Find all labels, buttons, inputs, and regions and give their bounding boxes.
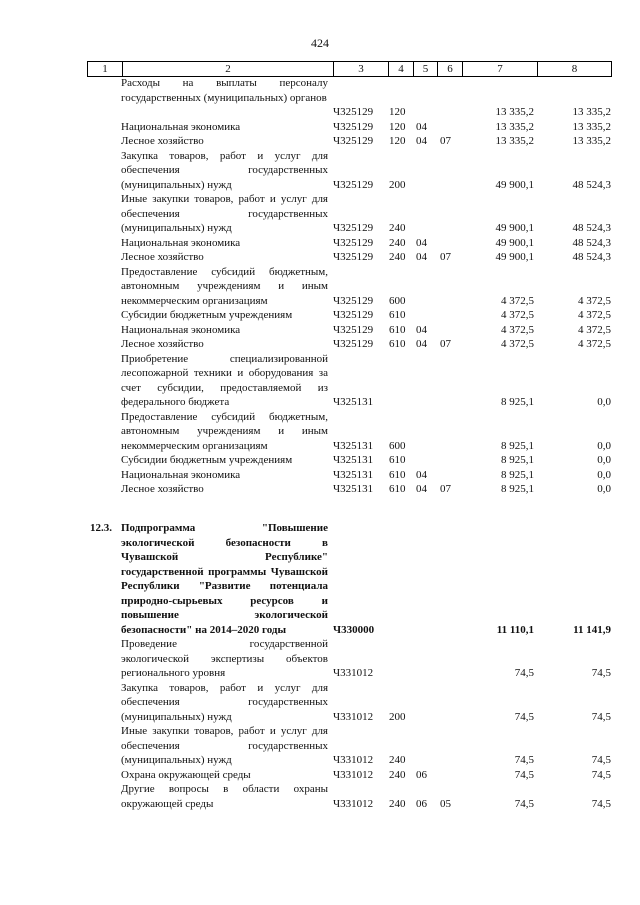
row-name: Иные закупки товаров, работ и услуг для обеспечения государственных (муниципальных) нужд [121, 193, 328, 234]
table-row [0, 337, 640, 352]
header-col-4: 4 [388, 62, 413, 76]
amount-year-1: 74,5 [514, 667, 534, 680]
amount-year-1: 13 335,2 [495, 135, 534, 147]
expense-type: 610 [389, 483, 406, 495]
expense-type: 200 [389, 710, 406, 723]
header-col-7: 7 [462, 62, 537, 76]
amount-year-2: 0,0 [597, 439, 611, 452]
amount-year-1: 74,5 [514, 710, 534, 723]
row-name: Национальная экономика [121, 468, 241, 481]
amount-year-2: 13 335,2 [572, 106, 611, 118]
amount-year-1: 49 900,1 [495, 251, 534, 263]
row-name: Закупка товаров, работ и услуг для обеспечения государственных (муниципальных) нужд [121, 681, 328, 723]
section: 04 [416, 251, 427, 263]
target-code: Ч331012 [333, 710, 374, 723]
expense-type: 610 [389, 323, 406, 336]
amount-year-2: 4 372,5 [578, 309, 611, 321]
expense-type: 240 [389, 251, 406, 263]
amount-year-1: 13 335,2 [495, 120, 534, 133]
amount-year-1: 4 372,5 [501, 294, 534, 307]
amount-year-2: 4 372,5 [578, 294, 611, 307]
table-row [0, 410, 640, 454]
header-col-2: 2 [122, 62, 333, 76]
table-header [87, 61, 612, 77]
row-name: Субсидии бюджетным учреждениям [121, 454, 293, 466]
table-row [0, 782, 640, 811]
table-row [0, 768, 640, 783]
amount-year-2: 74,5 [591, 667, 611, 680]
subsection: 05 [440, 797, 451, 810]
expense-type: 240 [389, 797, 406, 810]
expense-type: 610 [389, 454, 406, 466]
amount-year-1: 49 900,1 [495, 178, 534, 191]
table-row [0, 482, 640, 497]
amount-year-1: 74,5 [514, 768, 534, 781]
table-body [0, 76, 640, 811]
target-code: Ч325131 [333, 396, 374, 408]
target-code: Ч325129 [333, 251, 374, 263]
row-name: Подпрограмма "Повышение экологической безопасности в Чувашской Республике" государственной программы Чувашской Республики "Развитие потенциала природно-сырьевых ресурсов и повышение экологической безопасности" на 2014–2020 годы [121, 522, 328, 636]
target-code: Ч325129 [333, 106, 374, 118]
amount-year-1: 49 900,1 [495, 236, 534, 249]
expense-type: 600 [389, 294, 406, 307]
target-code: Ч325129 [333, 323, 374, 336]
row-name: Национальная экономика [121, 236, 241, 249]
row-name: Национальная экономика [121, 120, 241, 133]
table-row [0, 149, 640, 193]
amount-year-1: 74,5 [514, 754, 534, 767]
amount-year-1: 74,5 [514, 797, 534, 810]
target-code: Ч325129 [333, 135, 374, 147]
row-name: Лесное хозяйство [121, 483, 204, 495]
table-row [0, 236, 640, 251]
table-row [0, 637, 640, 681]
expense-type: 610 [389, 468, 406, 481]
target-code: Ч331012 [333, 797, 374, 810]
amount-year-1: 11 110,1 [496, 623, 534, 636]
amount-year-1: 8 925,1 [501, 483, 534, 495]
section: 06 [416, 768, 427, 781]
page-number: 424 [311, 36, 329, 50]
row-name: Лесное хозяйство [121, 338, 204, 350]
table-row [0, 250, 640, 265]
header-col-3: 3 [333, 62, 388, 76]
amount-year-2: 48 524,3 [572, 222, 611, 234]
amount-year-1: 49 900,1 [495, 222, 534, 234]
table-row [0, 120, 640, 135]
target-code: Ч325129 [333, 338, 374, 350]
table-row [0, 352, 640, 410]
target-code: Ч331012 [333, 768, 374, 781]
table-row [0, 681, 640, 725]
amount-year-2: 0,0 [597, 454, 611, 466]
amount-year-2: 48 524,3 [572, 251, 611, 263]
target-code: Ч331012 [333, 667, 374, 680]
subsection: 07 [440, 251, 451, 263]
amount-year-2: 4 372,5 [578, 338, 611, 350]
amount-year-2: 11 141,9 [573, 623, 611, 636]
row-name: Проведение государственной экологической экспертизы объектов регионального уровня [121, 638, 328, 680]
row-name: Приобретение специализированной лесопожарной техники и оборудования за счет субсидии, предоставляемой из федерального бюджета [121, 352, 328, 408]
expense-type: 120 [389, 120, 406, 133]
section: 04 [416, 120, 427, 133]
table-row [0, 308, 640, 323]
section: 04 [416, 338, 427, 350]
row-name: Другие вопросы в области охраны окружающей среды [121, 783, 328, 810]
table-row [0, 265, 640, 309]
amount-year-2: 48 524,3 [572, 236, 611, 249]
amount-year-2: 0,0 [597, 483, 611, 495]
section: 04 [416, 323, 427, 336]
row-name: Национальная экономика [121, 323, 241, 336]
row-name: Предоставление субсидий бюджетным, автономным учреждениям и иным некоммерческим организациям [121, 265, 328, 307]
row-name: Лесное хозяйство [121, 251, 204, 263]
section: 04 [416, 236, 427, 249]
amount-year-2: 74,5 [591, 768, 611, 781]
subsection: 07 [440, 483, 451, 495]
table-row [0, 468, 640, 483]
table-row [0, 497, 640, 522]
amount-year-2: 74,5 [591, 797, 611, 810]
row-name: Расходы на выплаты персоналу государственных (муниципальных) органов [121, 77, 328, 104]
table-row [0, 134, 640, 149]
target-code: Ч325131 [333, 483, 374, 495]
table-row [0, 192, 640, 236]
amount-year-2: 4 372,5 [578, 323, 611, 336]
amount-year-1: 8 925,1 [501, 439, 534, 452]
header-col-1: 1 [87, 62, 122, 76]
target-code: Ч331012 [333, 754, 374, 767]
target-code: Ч325129 [333, 222, 374, 234]
amount-year-1: 8 925,1 [501, 454, 534, 466]
target-code: Ч325129 [333, 236, 374, 249]
expense-type: 610 [389, 309, 406, 321]
table-row [0, 724, 640, 768]
expense-type: 200 [389, 178, 406, 191]
amount-year-2: 13 335,2 [572, 120, 611, 133]
expense-type: 120 [389, 135, 406, 147]
table-row [0, 453, 640, 468]
row-name: Закупка товаров, работ и услуг для обеспечения государственных (муниципальных) нужд [121, 149, 328, 191]
amount-year-2: 74,5 [591, 754, 611, 767]
section: 04 [416, 468, 427, 481]
section-number: 12.3. [90, 522, 112, 535]
amount-year-1: 4 372,5 [501, 309, 534, 321]
table-row [0, 76, 640, 120]
expense-type: 240 [389, 236, 406, 249]
row-name: Охрана окружающей среды [121, 768, 251, 781]
amount-year-1: 4 372,5 [501, 338, 534, 350]
target-code: Ч325131 [333, 439, 374, 452]
expense-type: 240 [389, 768, 406, 781]
target-code: Ч330000 [333, 623, 375, 636]
amount-year-2: 13 335,2 [572, 135, 611, 147]
table-row [0, 323, 640, 338]
section: 04 [416, 135, 427, 147]
expense-type: 610 [389, 338, 406, 350]
subsection: 07 [440, 338, 451, 350]
header-col-6: 6 [437, 62, 462, 76]
row-name: Предоставление субсидий бюджетным, автономным учреждениям и иным некоммерческим организациям [121, 410, 328, 452]
target-code: Ч325131 [333, 468, 374, 481]
table-row [0, 521, 640, 637]
header-col-5: 5 [413, 62, 437, 76]
target-code: Ч325129 [333, 294, 374, 307]
row-name: Субсидии бюджетным учреждениям [121, 309, 293, 321]
target-code: Ч325129 [333, 120, 374, 133]
amount-year-2: 74,5 [591, 710, 611, 723]
expense-type: 240 [389, 754, 406, 767]
row-name: Иные закупки товаров, работ и услуг для обеспечения государственных (муниципальных) нужд [121, 725, 328, 767]
subsection: 07 [440, 135, 451, 147]
target-code: Ч325129 [333, 178, 374, 191]
amount-year-2: 48 524,3 [572, 178, 611, 191]
expense-type: 600 [389, 439, 406, 452]
target-code: Ч325131 [333, 454, 374, 466]
expense-type: 240 [389, 222, 406, 234]
section: 04 [416, 483, 427, 495]
amount-year-1: 8 925,1 [501, 468, 534, 481]
amount-year-1: 8 925,1 [501, 396, 534, 408]
header-col-8: 8 [537, 62, 612, 76]
row-name: Лесное хозяйство [121, 135, 204, 147]
amount-year-2: 0,0 [597, 396, 611, 408]
target-code: Ч325129 [333, 309, 374, 321]
amount-year-1: 4 372,5 [501, 323, 534, 336]
amount-year-2: 0,0 [597, 468, 611, 481]
expense-type: 120 [389, 106, 406, 118]
section: 06 [416, 797, 427, 810]
amount-year-1: 13 335,2 [495, 106, 534, 118]
